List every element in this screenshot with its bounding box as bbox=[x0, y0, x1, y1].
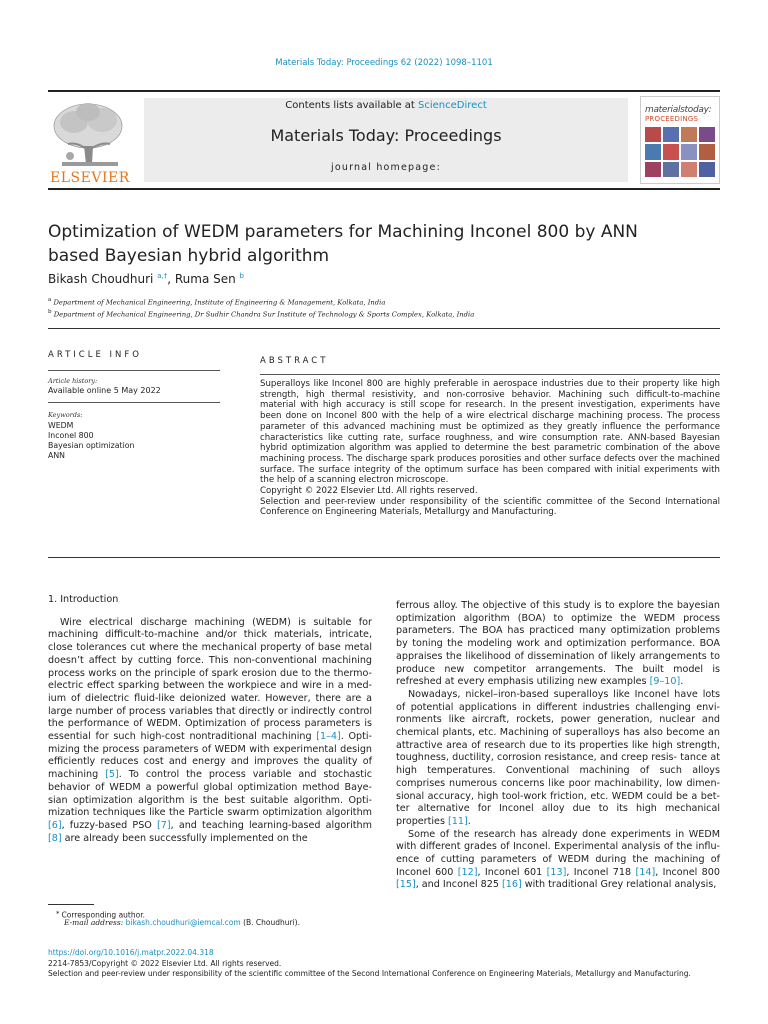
contents-prefix: Contents lists available at bbox=[285, 100, 419, 111]
publisher-logo-text: ELSEVIER bbox=[50, 170, 130, 186]
author-name[interactable]: Ruma Sen bbox=[174, 272, 236, 286]
journal-title: Materials Today: Proceedings bbox=[270, 126, 502, 145]
author-list bbox=[48, 272, 244, 286]
email-suffix: (B. Choudhuri). bbox=[240, 918, 300, 927]
citation-link[interactable]: [9–10] bbox=[649, 676, 681, 688]
journal-masthead bbox=[48, 90, 720, 186]
header-divider bbox=[48, 328, 720, 329]
body-column-left bbox=[48, 594, 372, 845]
abstract-paragraph: Superalloys like Inconel 800 are highly preferable in aerospace industries due to their property like high strength, high thermal resistivity, and non-corrosive behavior. Machining such difficult-to-machine material with high accuracy is still scope for research. In the present investigation, experiments have been done on Inconel 800 with the help of a wire electrical discharge machining process. The process parameter of this advanced machining must be optimized as they greatly influence the performance characteristics like cutting rate, surface roughness, and wire consumption rate. ANN-based Bayesian hybrid optimization algorithm was applied to determine the best parametric combination of the above machining process. The discharge spark produces porosities and other surface defects over the machined surface. The surface integrity of the optimum surface has been compared with initial experiments with the help of a scanning electron microscope. bbox=[260, 379, 720, 486]
body-paragraph: Some of the research has already done experiments in WEDM with different grades of Inconel. Experimental analysis of the influ- ence of cutting parameters of WEDM during the machining of Inconel 600 [12], Inconel 601 [13], Inconel 718 [14], Inconel 800 [15], and Inconel 825 [16] with traditional Grey relational analysis, bbox=[396, 828, 720, 891]
cover-brand-text: materialstoday: bbox=[645, 105, 712, 115]
article-info-heading: ARTICLE INFO bbox=[48, 350, 142, 360]
keywords-rule bbox=[48, 402, 220, 403]
keywords-list bbox=[48, 421, 134, 461]
corresponding-author-text: Corresponding author. bbox=[61, 910, 145, 920]
abstract-divider bbox=[48, 557, 720, 558]
affiliation-text: Department of Mechanical Engineering, Institute of Engineering & Management, Kolkata, India bbox=[53, 298, 386, 307]
affiliation-b bbox=[48, 309, 474, 318]
citation-link[interactable]: [5] bbox=[105, 769, 119, 781]
keyword-item: Bayesian optimization bbox=[48, 441, 135, 450]
article-title: Optimization of WEDM parameters for Machining Inconel 800 by ANN based Bayesian hybrid algorithm bbox=[48, 222, 638, 266]
contents-available-line bbox=[144, 100, 628, 111]
abstract-heading: ABSTRACT bbox=[260, 356, 329, 366]
citation-link[interactable]: [6] bbox=[48, 819, 62, 831]
keyword-item: ANN bbox=[48, 451, 65, 460]
body-paragraph: Nowadays, nickel–iron-based superalloys like Inconel have lots of potential applications in different industries challenging envi- ronments like aircraft, rockets, power generation, nuclear and chemical plants, etc. Machining of superalloys has also become an attractive area of research due to its properties like high strength, toughness, ductility, corrosion resistance, and creep resis- tance at high temperatures. Conventional machining of such alloys comprises numerous concerns like poor machinability, low dimen- sional accuracy, high tool-work friction, etc. WEDM could be a bet- ter alternative for Inconel alloy due to its high mechanical properties [11]. bbox=[396, 688, 720, 827]
keyword-item: Inconel 800 bbox=[48, 431, 94, 440]
body-column-right bbox=[396, 600, 720, 892]
author-affiliation-marker[interactable]: b bbox=[239, 272, 244, 280]
citation-link[interactable]: [14] bbox=[635, 866, 656, 878]
author-email-link[interactable]: bikash.choudhuri@iemcal.com bbox=[125, 918, 241, 927]
article-history-label: Article history: bbox=[48, 377, 98, 385]
affiliation-text: Department of Mechanical Engineering, Dr Sudhir Chandra Sur Institute of Technology & Sports Complex, Kolkata, India bbox=[53, 310, 475, 319]
body-paragraph: Wire electrical discharge machining (WEDM) is suitable for machining difficult-to-machine and/or thick materials, intricate, close tolerances cut where the mechanical property of base metal doesn’t affect by cutting force. This non-conventional machining process works on the principle of spark erosion due to the thermo- electric effect sparking between the workpiece and wire in a med- ium of dielectric fluid-like deionized water. However, there are a large number of process variables that directly or indirectly control the performance of WEDM. Optimization of process parameters is essential for such high-cost nontraditional machining [1–4]. Opti- mizing the process parameters of WEDM with experimental design efficiently reduces cost and energy and improves the quality of machining [5]. To control the process variable and stochastic behavior of WEDM a powerful global optimization method Baye- sian optimization algorithm is the best suitable algorithm. Opti- mization techniques like the Particle swarm optimization algorithm [6], fuzzy-based PSO [7], and teaching learning-based algorithm [8] are already been successfully implemented on the bbox=[48, 616, 372, 844]
abstract-copyright: Copyright © 2022 Elsevier Ltd. All rights reserved. bbox=[260, 486, 478, 497]
journal-cover-thumbnail bbox=[640, 96, 720, 184]
footnote-email bbox=[64, 918, 300, 927]
keywords-label: Keywords: bbox=[48, 411, 83, 419]
cover-subtitle-text: PROCEEDINGS bbox=[645, 115, 699, 123]
masthead-bottom-rule bbox=[48, 188, 720, 190]
affiliation-marker: b bbox=[48, 309, 52, 315]
footnote-marker: ⁎ bbox=[56, 908, 60, 916]
citation-link[interactable]: [1–4] bbox=[316, 731, 341, 743]
affiliation-marker: a bbox=[48, 297, 52, 303]
article-history-value: Available online 5 May 2022 bbox=[48, 386, 161, 395]
footnote-rule bbox=[48, 904, 94, 905]
abstract-body bbox=[260, 379, 720, 518]
citation-link[interactable]: [11] bbox=[448, 815, 468, 827]
email-label: E-mail address: bbox=[64, 918, 126, 927]
journal-reference-link[interactable]: Materials Today: Proceedings 62 (2022) 1098–1101 bbox=[275, 58, 493, 68]
author-affiliation-marker[interactable]: a,† bbox=[157, 272, 168, 280]
article-info-rule bbox=[48, 370, 220, 371]
abstract-selection-note: Selection and peer-review under responsibility of the scientific committee of the Second International Conference on Engineering Materials, Metallurgy and Manufacturing. bbox=[260, 496, 720, 518]
citation-link[interactable]: [7] bbox=[157, 819, 171, 831]
affiliation-a bbox=[48, 297, 385, 306]
doi-link[interactable]: https://doi.org/10.1016/j.matpr.2022.04.318 bbox=[48, 948, 214, 957]
cover-image-mosaic bbox=[645, 127, 715, 177]
masthead-center-panel bbox=[144, 98, 628, 182]
author-separator: , bbox=[167, 272, 175, 286]
abstract-rule bbox=[260, 374, 720, 375]
citation-link[interactable]: [13] bbox=[546, 866, 567, 878]
keyword-item: WEDM bbox=[48, 421, 74, 430]
citation-link[interactable]: [12] bbox=[457, 866, 478, 878]
sciencedirect-link[interactable]: ScienceDirect bbox=[418, 100, 487, 111]
journal-homepage-label: journal homepage: bbox=[331, 162, 441, 173]
issn-copyright: 2214-7853/Copyright © 2022 Elsevier Ltd. All rights reserved. bbox=[48, 959, 282, 968]
citation-link[interactable]: [15] bbox=[396, 879, 416, 891]
section-heading-introduction: 1. Introduction bbox=[48, 594, 119, 605]
body-paragraph: ferrous alloy. The objective of this study is to explore the bayesian optimization algorithm (BOA) to optimize the WEDM process parameters. The BOA has practiced many optimization problems by toning the modeling work and optimization performance. BOA appraises the likelihood of dissemination of likely arrangements to produce new competitor arrangements. The built model is refreshed at every emphasis utilizing new examples [9–10]. bbox=[396, 600, 720, 688]
citation-link[interactable]: [16] bbox=[502, 879, 522, 891]
citation-link[interactable]: [8] bbox=[48, 832, 62, 844]
peer-review-note: Selection and peer-review under responsibility of the scientific committee of the Second International Conference on Engineering Materials, Metallurgy and Manufacturing. bbox=[48, 969, 691, 978]
author-name[interactable]: Bikash Choudhuri bbox=[48, 272, 154, 286]
